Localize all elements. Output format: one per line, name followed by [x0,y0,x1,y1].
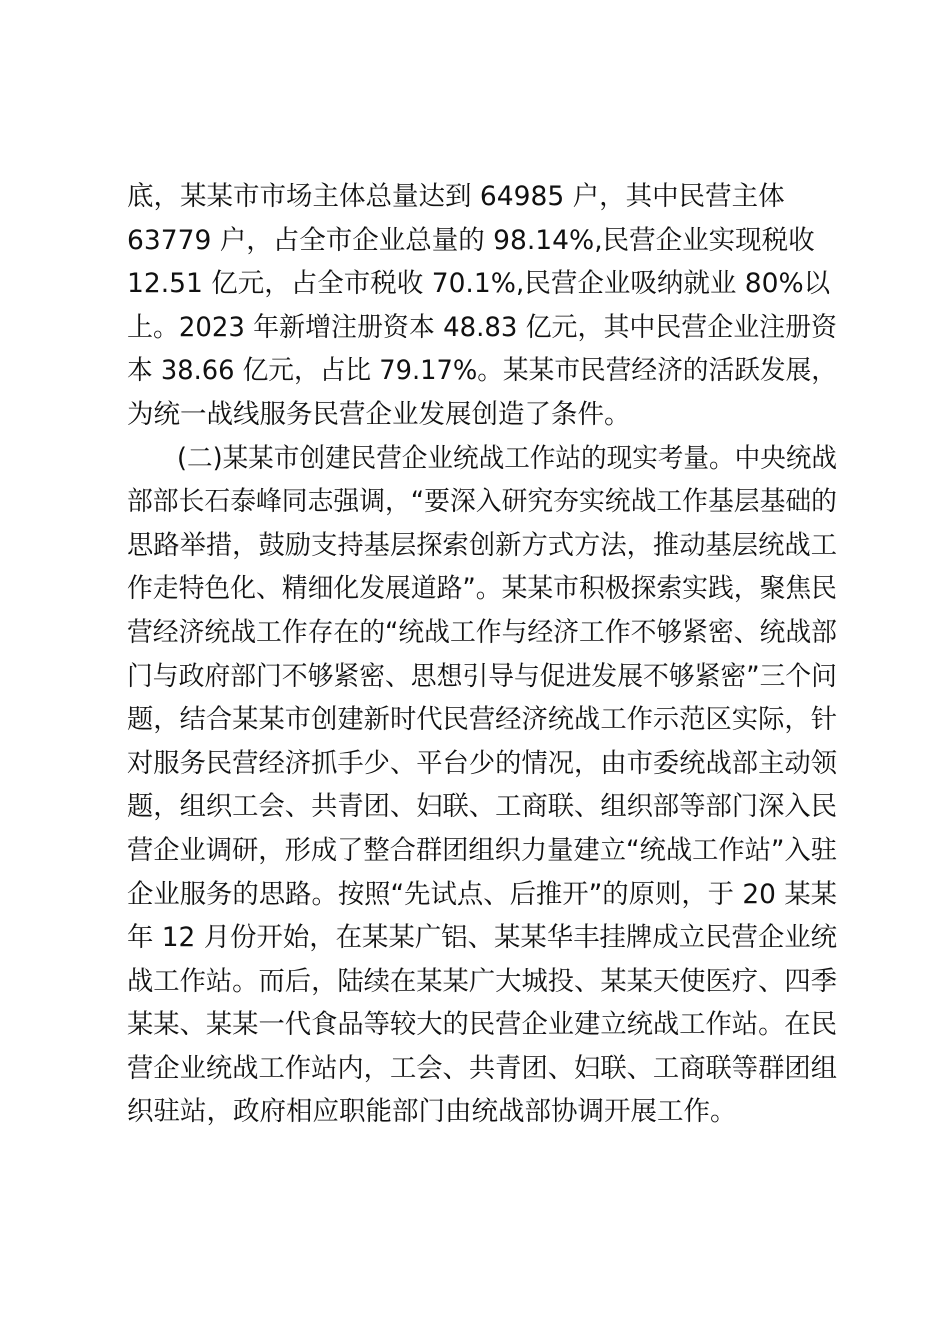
text-line: 为统一战线服务民营企业发展创造了条件。 [127,398,631,430]
text-line: 本 38.66 亿元，占比 79.17%。某某市民营经济的活跃发展， [127,355,838,387]
text-line: 63779 户，占全市企业总量的 98.14%,民营企业实现税收 [127,224,815,256]
text-line: 作走特色化、精细化发展道路”。某某市积极探索实践，聚焦民 [127,573,837,605]
text-line: 企业服务的思路。按照“先试点、后推开”的原则，于 20 某某 [127,878,838,910]
text-line: 营经济统战工作存在的“统战工作与经济工作不够紧密、统战部 [127,616,837,648]
body-text [127,175,837,1134]
text-line: 部部长石泰峰同志强调，“要深入研究夯实统战工作基层基础的 [127,486,837,518]
text-line: 上。2023 年新增注册资本 48.83 亿元，其中民营企业注册资 [127,311,837,343]
text-line: 门与政府部门不够紧密、思想引导与促进发展不够紧密”三个问 [127,660,837,692]
text-line: 题，结合某某市创建新时代民营经济统战工作示范区实际，针 [127,704,837,736]
text-line: 某某、某某一代食品等较大的民营企业建立统战工作站。在民 [127,1009,837,1041]
text-line: 对服务民营经济抓手少、平台少的情况，由市委统战部主动领 [127,747,837,779]
text-line: 年 12 月份开始，在某某广铝、某某华丰挂牌成立民营企业统 [127,922,838,954]
text-line: 战工作站。而后，陆续在某某广大城投、某某天使医疗、四季 [127,965,837,997]
text-line: 织驻站，政府相应职能部门由统战部协调开展工作。 [127,1096,737,1128]
section-heading-line: (二)某某市创建民营企业统战工作站的现实考量。中央统战 [177,442,838,474]
text-line: 营企业统战工作站内，工会、共青团、妇联、工商联等群团组 [127,1052,837,1084]
text-line: 题，组织工会、共青团、妇联、工商联、组织部等部门深入民 [127,791,837,823]
text-line: 思路举措，鼓励支持基层探索创新方式方法，推动基层统战工 [127,529,837,561]
text-line: 营企业调研，形成了整合群团组织力量建立“统战工作站”入驻 [127,834,838,866]
text-line: 底，某某市市场主体总量达到 64985 户，其中民营主体 [127,181,785,212]
text-line: 12.51 亿元，占全市税收 70.1%,民营企业吸纳就业 80%以 [127,268,831,300]
